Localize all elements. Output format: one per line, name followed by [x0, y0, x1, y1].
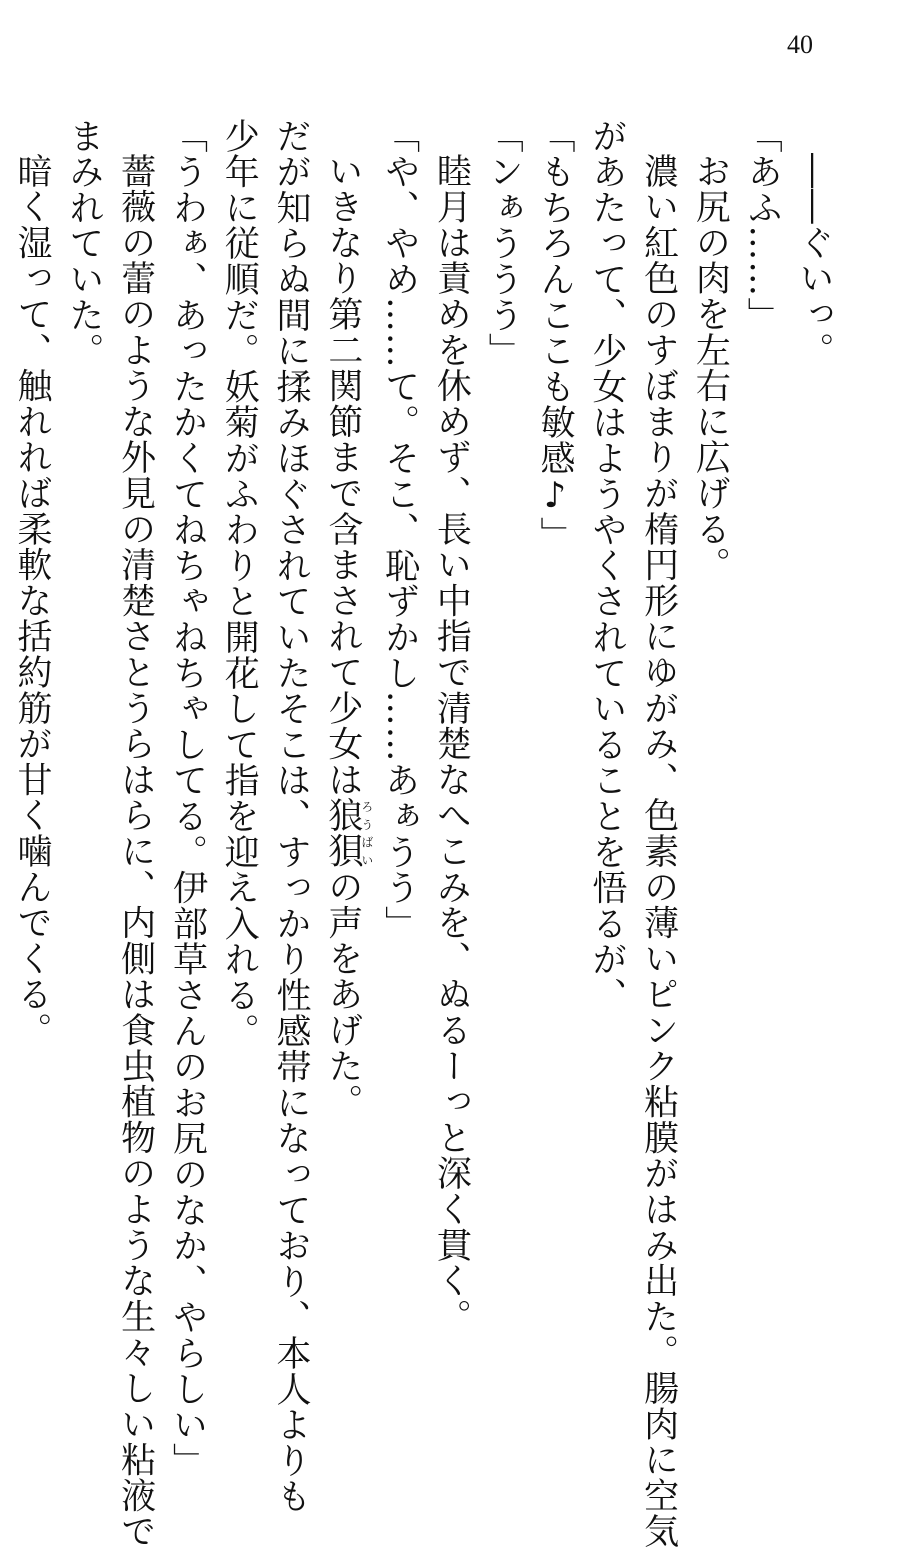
text-line [0, 118, 5, 1238]
text-line: 「もちろんここも敏感♪」 [535, 118, 576, 553]
text-line: があたって、少女はようやくされていることを悟るが、 [586, 118, 627, 1013]
text-segment: の声をあげた。 [322, 869, 363, 1120]
text-line: 暗く湿って、触れれば柔軟な括約筋が甘く噛んでくる。 [12, 153, 53, 1048]
ruby-base: 狼狽 [322, 797, 363, 870]
vertical-text-body [12, 118, 839, 1549]
text-line: 薔薇の蕾のような外見の清楚さとうらはらに、内側は食虫植物のような生々しい粘液で [115, 153, 156, 1549]
text-line: ――ぐいっ。 [794, 153, 834, 368]
ruby-word [322, 797, 374, 870]
text-line: お尻の肉を左右に広げる。 [690, 153, 731, 583]
text-line: 「ンぁううう」 [483, 118, 524, 369]
text-line: 「や、やめ……て。そこ、恥ずかし……あぁうう」 [379, 118, 420, 942]
text-line: だが知らぬ間に揉みほぐされていたそこは、すっかり性感帯になっており、本人よりも [271, 118, 312, 1515]
ruby-reading: ろうばい [359, 797, 374, 869]
text-segment: いきなり第二関節まで含まされて少女は [322, 153, 363, 798]
text-line [316, 118, 373, 1238]
text-line: 濃い紅色のすぼまりが楕円形にゆがみ、色素の薄いピンク粘膜がはみ出た。腸肉に空気 [638, 153, 679, 1549]
text-line: まみれていた。 [63, 118, 104, 369]
text-line: 「うわぁ、あったかくてねちゃねちゃしてる。伊部草さんのお尻のなか、やらしい」 [167, 118, 208, 1479]
text-line: 「あふ……」 [742, 118, 783, 333]
text-line: 少年に従順だ。妖菊がふわりと開花して指を迎え入れる。 [219, 118, 260, 1049]
text-line: 睦月は責めを休めず、長い中指で清楚なへこみを、ぬるーっと深く貫く。 [431, 153, 472, 1335]
page-number: 40 [787, 30, 813, 59]
